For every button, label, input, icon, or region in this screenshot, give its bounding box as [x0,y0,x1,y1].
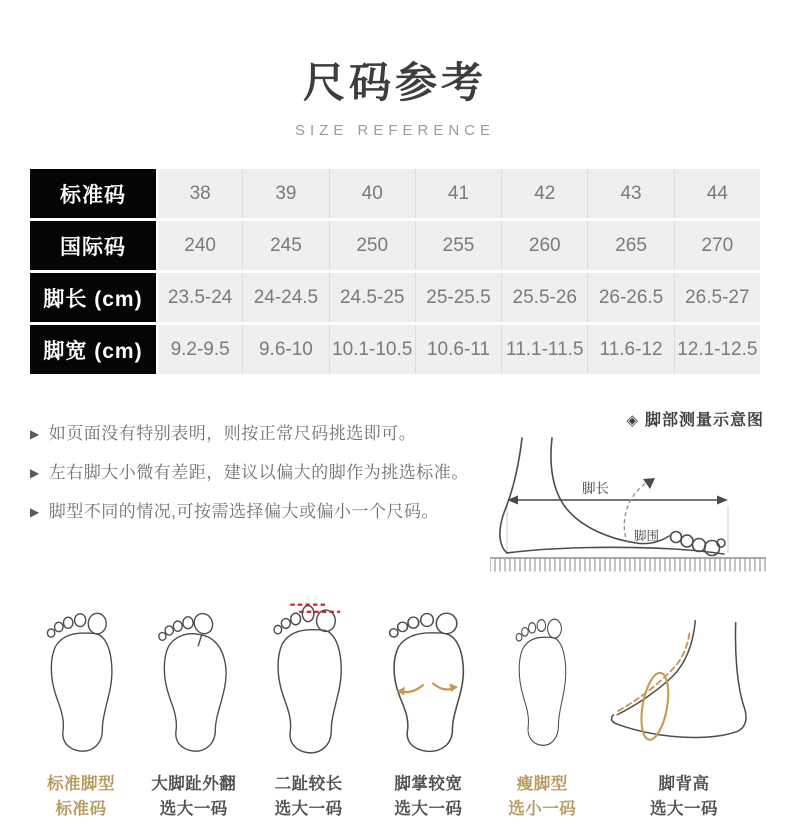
table-row [30,221,760,270]
foot-type-name: 二趾较长 [274,775,343,793]
foot-type-caption [650,772,718,822]
size-cell: 41 [415,169,501,218]
high-instep-illustration [604,617,764,758]
row-label: 脚长 (cm) [30,273,156,322]
foot-length-label: 脚长 [582,481,609,496]
foot-type-name: 瘦脚型 [516,775,568,793]
table-row [30,325,760,374]
foot-type-name: 标准脚型 [47,775,115,793]
note-text: 脚型不同的情况,可按需选择偏大或偏小一个尺码。 [48,501,439,521]
foot-type-name: 脚掌较宽 [394,775,463,793]
size-cell: 265 [587,221,673,270]
foot-type-caption [508,772,576,822]
size-cell: 10.1-10.5 [329,325,415,374]
size-cell: 250 [329,221,415,270]
long-second-toe-illustration [260,602,358,758]
foot-type-advice: 选大一码 [159,800,228,818]
size-cell: 42 [501,169,587,218]
table-row [30,273,760,322]
standard-footprint-illustration [34,608,128,758]
triangle-bullet-icon: ▶ [30,504,40,519]
foot-type-advice: 选大一码 [394,800,463,818]
note-item [30,462,488,485]
triangle-bullet-icon: ▶ [30,465,40,480]
size-cell: 25-25.5 [415,273,501,322]
size-cell: 240 [156,221,242,270]
foot-type-advice: 选大一码 [274,800,343,818]
foot-type-thin [499,608,585,822]
size-cell: 43 [587,169,673,218]
table-row [30,169,760,218]
size-cell: 10.6-11 [415,325,501,374]
size-cell: 11.6-12 [587,325,673,374]
foot-girth-label: 脚围 [634,529,660,543]
foot-type-high-instep [604,617,764,822]
note-item [30,501,488,524]
valgus-footprint-illustration [147,608,241,758]
foot-type-advice: 选小一码 [508,800,577,818]
row-label: 脚宽 (cm) [30,325,156,374]
foot-type-caption [275,772,343,822]
size-cell: 255 [415,221,501,270]
foot-type-advice: 选大一码 [649,800,718,818]
note-text: 如页面没有特别表明，则按正常尺码挑选即可。 [48,424,417,443]
note-item [30,423,488,446]
foot-type-name: 脚背高 [658,775,710,793]
foot-type-long-second-toe [260,602,358,822]
wide-footprint-illustration [376,608,480,758]
page-title: 尺码参考 [302,59,487,106]
measurement-diagram-title-text: 脚部测量示意图 [644,412,764,429]
foot-type-standard [34,608,128,822]
size-cell: 12.1-12.5 [674,325,760,374]
row-label: 标准码 [30,169,156,218]
size-cell: 44 [674,169,760,218]
page-subtitle: SIZE REFERENCE [294,122,496,139]
size-cell: 39 [242,169,328,218]
size-cell: 9.2-9.5 [156,325,242,374]
size-cell: 24-24.5 [242,273,328,322]
measurement-diagram-title [488,407,770,430]
foot-type-guide [34,602,764,822]
triangle-bullet-icon: ▶ [30,427,40,441]
size-cell: 40 [329,169,415,218]
size-cell: 38 [156,169,242,218]
diamond-icon: ◈ [626,412,639,429]
foot-type-name: 大脚趾外翻 [151,775,237,793]
row-label: 国际码 [30,221,156,270]
foot-type-valgus [147,608,241,822]
size-cell: 9.6-10 [242,325,328,374]
foot-type-caption [151,772,236,822]
size-cell: 26-26.5 [587,273,673,322]
size-cell: 260 [501,221,587,270]
foot-type-wide [376,608,480,822]
measurement-diagram [488,407,770,584]
thin-footprint-illustration [499,608,585,758]
info-row [30,407,770,584]
size-cell: 245 [242,221,328,270]
foot-type-caption [394,772,462,822]
page-header [0,0,790,139]
size-cell: 270 [674,221,760,270]
size-cell: 23.5-24 [156,273,242,322]
foot-measurement-illustration [488,436,768,584]
foot-type-caption [47,772,115,822]
size-table-body [30,169,760,374]
size-cell: 26.5-27 [674,273,760,322]
foot-type-advice: 标准码 [55,800,107,818]
size-cell: 11.1-11.5 [501,325,587,374]
size-table [30,166,760,377]
note-text: 左右脚大小微有差距，建议以偏大的脚作为挑选标准。 [48,462,469,482]
size-cell: 24.5-25 [329,273,415,322]
size-cell: 25.5-26 [501,273,587,322]
notes-list [30,407,488,584]
